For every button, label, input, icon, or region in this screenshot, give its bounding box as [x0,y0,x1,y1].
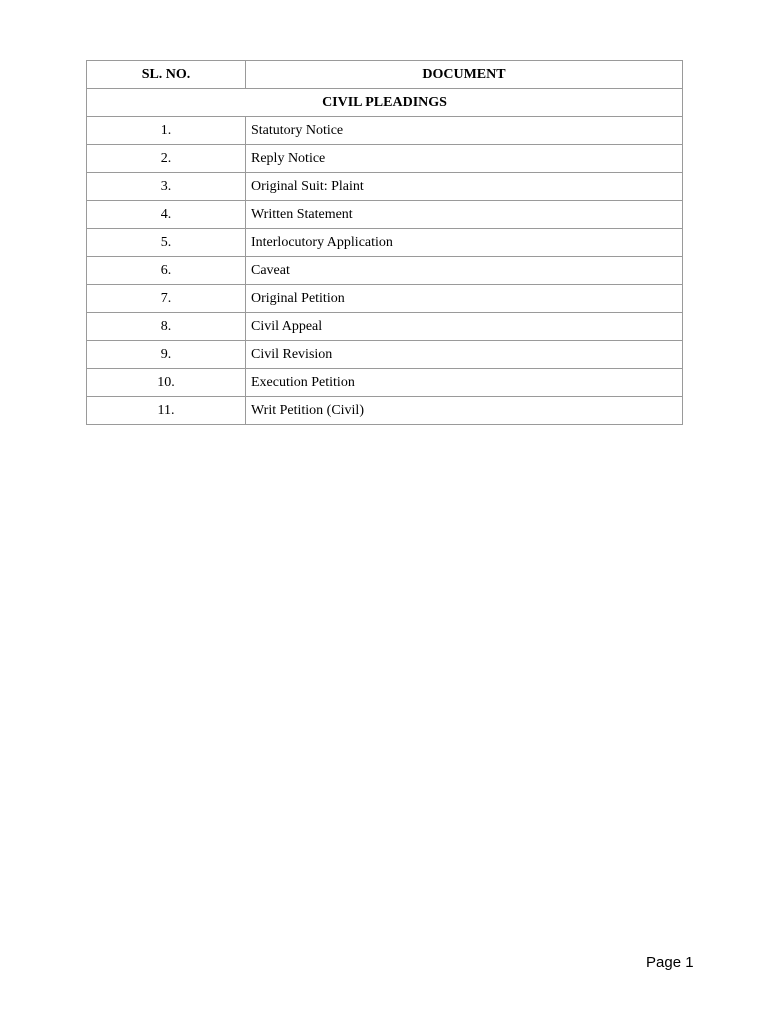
table-row [87,397,683,425]
document-name-cell: Civil Revision [246,341,683,369]
table-row [87,285,683,313]
serial-number-cell: 3. [87,173,246,201]
serial-number-cell: 10. [87,369,246,397]
serial-number-header: SL. NO. [87,61,246,89]
serial-number-cell: 11. [87,397,246,425]
document-name-cell: Statutory Notice [246,117,683,145]
page-number: Page 1 [646,954,694,971]
serial-number-cell: 9. [87,341,246,369]
serial-number-cell: 7. [87,285,246,313]
document-name-cell: Original Petition [246,285,683,313]
table-row [87,229,683,257]
document-header: DOCUMENT [246,61,683,89]
serial-number-cell: 1. [87,117,246,145]
document-name-cell: Original Suit: Plaint [246,173,683,201]
table-header-row [87,61,683,89]
document-name-cell: Civil Appeal [246,313,683,341]
table-row [87,145,683,173]
table-row [87,201,683,229]
serial-number-cell: 8. [87,313,246,341]
document-name-cell: Reply Notice [246,145,683,173]
section-title: CIVIL PLEADINGS [87,89,683,117]
serial-number-cell: 4. [87,201,246,229]
table-row [87,257,683,285]
table-row [87,369,683,397]
document-name-cell: Writ Petition (Civil) [246,397,683,425]
section-row [87,89,683,117]
document-name-cell: Execution Petition [246,369,683,397]
table-row [87,173,683,201]
document-name-cell: Caveat [246,257,683,285]
table-row [87,341,683,369]
table-row [87,117,683,145]
documents-table [86,60,683,425]
document-name-cell: Written Statement [246,201,683,229]
serial-number-cell: 2. [87,145,246,173]
serial-number-cell: 6. [87,257,246,285]
serial-number-cell: 5. [87,229,246,257]
table-row [87,313,683,341]
document-name-cell: Interlocutory Application [246,229,683,257]
